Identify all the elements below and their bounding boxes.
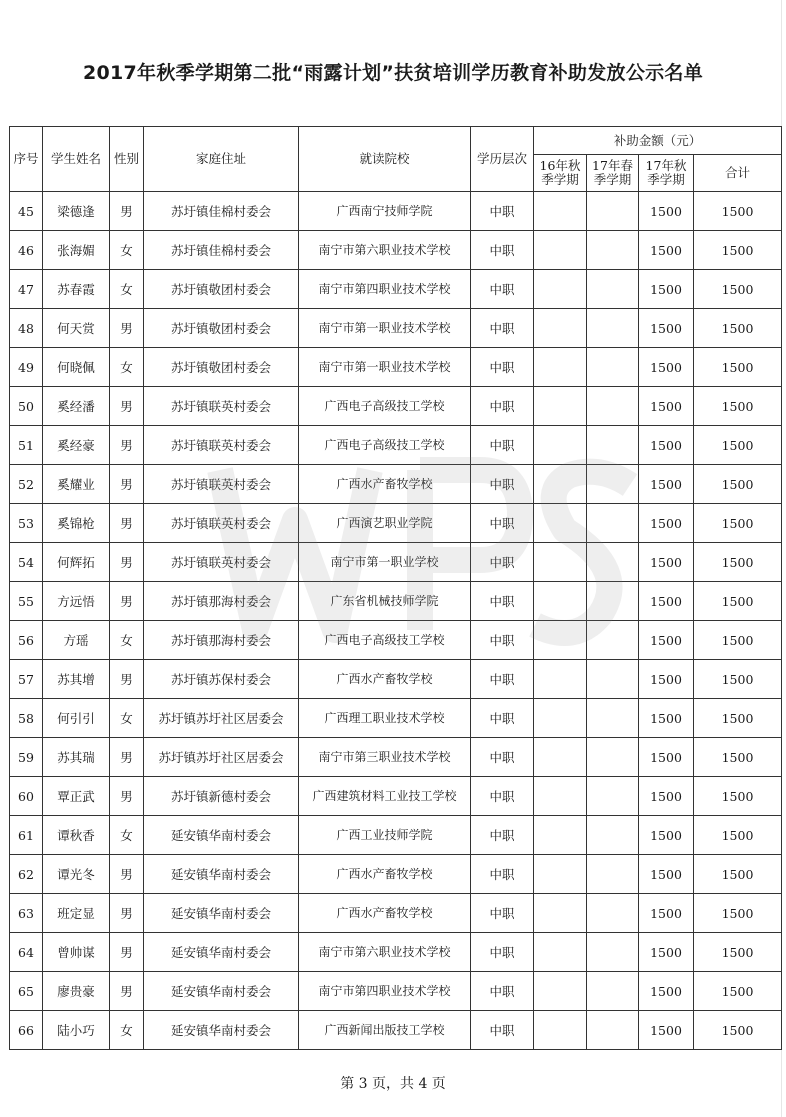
cell-term-2017-spring	[587, 582, 639, 621]
cell-seq: 49	[10, 348, 43, 387]
cell-total: 1500	[694, 504, 782, 543]
cell-gender: 女	[110, 816, 144, 855]
cell-total: 1500	[694, 972, 782, 1011]
cell-term-2017-spring	[587, 270, 639, 309]
cell-term-2017-autumn: 1500	[639, 309, 694, 348]
cell-term-2016-autumn	[534, 192, 587, 231]
cell-school: 广西水产畜牧学校	[299, 855, 471, 894]
cell-address: 延安镇华南村委会	[144, 1011, 299, 1050]
cell-total: 1500	[694, 543, 782, 582]
cell-seq: 63	[10, 894, 43, 933]
table-row	[10, 699, 782, 738]
cell-term-2017-spring	[587, 933, 639, 972]
cell-term-2016-autumn	[534, 387, 587, 426]
cell-term-2017-spring	[587, 192, 639, 231]
cell-school: 广西新闻出版技工学校	[299, 1011, 471, 1050]
cell-seq: 45	[10, 192, 43, 231]
cell-seq: 48	[10, 309, 43, 348]
cell-term-2016-autumn	[534, 699, 587, 738]
cell-term-2017-autumn: 1500	[639, 270, 694, 309]
cell-term-2016-autumn	[534, 270, 587, 309]
cell-term-2017-spring	[587, 426, 639, 465]
table-row	[10, 348, 782, 387]
table-body	[10, 192, 782, 1050]
cell-gender: 男	[110, 894, 144, 933]
cell-school: 南宁市第四职业技术学校	[299, 972, 471, 1011]
cell-term-2017-autumn: 1500	[639, 1011, 694, 1050]
cell-term-2017-autumn: 1500	[639, 504, 694, 543]
cell-seq: 56	[10, 621, 43, 660]
cell-address: 延安镇华南村委会	[144, 933, 299, 972]
cell-term-2016-autumn	[534, 660, 587, 699]
cell-gender: 女	[110, 621, 144, 660]
cell-level: 中职	[471, 660, 534, 699]
cell-name: 苏其增	[43, 660, 110, 699]
cell-gender: 女	[110, 270, 144, 309]
cell-name: 何引引	[43, 699, 110, 738]
cell-name: 奚经豪	[43, 426, 110, 465]
header-term-2017-autumn: 17年秋季学期	[639, 155, 694, 192]
cell-gender: 男	[110, 504, 144, 543]
cell-gender: 女	[110, 699, 144, 738]
cell-school: 南宁市第一职业技术学校	[299, 348, 471, 387]
cell-term-2016-autumn	[534, 777, 587, 816]
table-row	[10, 1011, 782, 1050]
cell-term-2016-autumn	[534, 582, 587, 621]
cell-name: 梁德逢	[43, 192, 110, 231]
cell-name: 谭秋香	[43, 816, 110, 855]
table-header	[10, 127, 782, 192]
cell-term-2017-autumn: 1500	[639, 621, 694, 660]
cell-seq: 64	[10, 933, 43, 972]
header-gender: 性别	[110, 127, 144, 192]
cell-school: 广西演艺职业学院	[299, 504, 471, 543]
cell-gender: 男	[110, 777, 144, 816]
cell-seq: 51	[10, 426, 43, 465]
cell-term-2017-autumn: 1500	[639, 972, 694, 1011]
cell-address: 延安镇华南村委会	[144, 894, 299, 933]
cell-gender: 女	[110, 231, 144, 270]
cell-total: 1500	[694, 309, 782, 348]
cell-total: 1500	[694, 426, 782, 465]
header-name: 学生姓名	[43, 127, 110, 192]
cell-seq: 61	[10, 816, 43, 855]
cell-term-2016-autumn	[534, 348, 587, 387]
cell-gender: 女	[110, 348, 144, 387]
cell-seq: 57	[10, 660, 43, 699]
table-row	[10, 738, 782, 777]
cell-term-2017-spring	[587, 1011, 639, 1050]
cell-total: 1500	[694, 855, 782, 894]
table-row	[10, 309, 782, 348]
header-term-2017-spring: 17年春季学期	[587, 155, 639, 192]
header-level: 学历层次	[471, 127, 534, 192]
cell-term-2017-autumn: 1500	[639, 855, 694, 894]
table-row	[10, 816, 782, 855]
cell-school: 南宁市第六职业技术学校	[299, 231, 471, 270]
cell-total: 1500	[694, 582, 782, 621]
table-row	[10, 231, 782, 270]
cell-name: 何晓佩	[43, 348, 110, 387]
cell-term-2016-autumn	[534, 309, 587, 348]
cell-seq: 55	[10, 582, 43, 621]
cell-level: 中职	[471, 192, 534, 231]
cell-term-2017-autumn: 1500	[639, 543, 694, 582]
cell-address: 苏圩镇佳棉村委会	[144, 192, 299, 231]
cell-term-2016-autumn	[534, 738, 587, 777]
cell-school: 南宁市第一职业技术学校	[299, 309, 471, 348]
header-subsidy-group: 补助金额（元）	[534, 127, 782, 155]
cell-level: 中职	[471, 777, 534, 816]
cell-seq: 53	[10, 504, 43, 543]
cell-school: 南宁市第四职业技术学校	[299, 270, 471, 309]
cell-term-2017-autumn: 1500	[639, 777, 694, 816]
cell-term-2017-spring	[587, 465, 639, 504]
cell-school: 南宁市第三职业技术学校	[299, 738, 471, 777]
table-row	[10, 582, 782, 621]
page-footer: 第 3 页，共 4 页	[340, 1076, 446, 1092]
header-address: 家庭住址	[144, 127, 299, 192]
cell-address: 苏圩镇联英村委会	[144, 426, 299, 465]
cell-school: 广西水产畜牧学校	[299, 465, 471, 504]
cell-term-2017-autumn: 1500	[639, 348, 694, 387]
cell-address: 苏圩镇联英村委会	[144, 504, 299, 543]
cell-address: 延安镇华南村委会	[144, 816, 299, 855]
cell-term-2016-autumn	[534, 426, 587, 465]
cell-level: 中职	[471, 582, 534, 621]
cell-address: 苏圩镇联英村委会	[144, 465, 299, 504]
cell-total: 1500	[694, 387, 782, 426]
header-term-2016-autumn: 16年秋季学期	[534, 155, 587, 192]
cell-address: 苏圩镇苏保村委会	[144, 660, 299, 699]
cell-address: 苏圩镇联英村委会	[144, 387, 299, 426]
header-total: 合计	[694, 155, 782, 192]
cell-name: 苏其瑞	[43, 738, 110, 777]
cell-gender: 男	[110, 426, 144, 465]
cell-term-2016-autumn	[534, 855, 587, 894]
header-seq: 序号	[10, 127, 43, 192]
cell-term-2017-spring	[587, 894, 639, 933]
table-row	[10, 426, 782, 465]
cell-name: 何天赏	[43, 309, 110, 348]
cell-term-2016-autumn	[534, 972, 587, 1011]
cell-level: 中职	[471, 543, 534, 582]
cell-address: 延安镇华南村委会	[144, 855, 299, 894]
cell-term-2017-autumn: 1500	[639, 582, 694, 621]
cell-name: 曾帅谋	[43, 933, 110, 972]
cell-total: 1500	[694, 933, 782, 972]
cell-school: 广西电子高级技工学校	[299, 387, 471, 426]
cell-term-2016-autumn	[534, 1011, 587, 1050]
cell-seq: 50	[10, 387, 43, 426]
cell-term-2017-autumn: 1500	[639, 426, 694, 465]
cell-gender: 男	[110, 855, 144, 894]
cell-name: 奚经潘	[43, 387, 110, 426]
table-row	[10, 933, 782, 972]
cell-level: 中职	[471, 621, 534, 660]
cell-total: 1500	[694, 699, 782, 738]
cell-term-2017-spring	[587, 348, 639, 387]
cell-address: 苏圩镇苏圩社区居委会	[144, 738, 299, 777]
cell-address: 苏圩镇佳棉村委会	[144, 231, 299, 270]
table-row	[10, 465, 782, 504]
cell-term-2016-autumn	[534, 894, 587, 933]
cell-seq: 58	[10, 699, 43, 738]
cell-total: 1500	[694, 270, 782, 309]
cell-name: 陆小巧	[43, 1011, 110, 1050]
cell-seq: 66	[10, 1011, 43, 1050]
table-row	[10, 660, 782, 699]
cell-seq: 59	[10, 738, 43, 777]
cell-address: 苏圩镇联英村委会	[144, 543, 299, 582]
cell-address: 苏圩镇新德村委会	[144, 777, 299, 816]
cell-term-2017-spring	[587, 621, 639, 660]
table-row	[10, 894, 782, 933]
cell-term-2017-spring	[587, 816, 639, 855]
cell-school: 广西建筑材料工业技工学校	[299, 777, 471, 816]
cell-level: 中职	[471, 855, 534, 894]
cell-term-2017-autumn: 1500	[639, 465, 694, 504]
cell-address: 苏圩镇苏圩社区居委会	[144, 699, 299, 738]
cell-level: 中职	[471, 270, 534, 309]
cell-name: 张海媚	[43, 231, 110, 270]
cell-gender: 男	[110, 582, 144, 621]
cell-name: 班定显	[43, 894, 110, 933]
cell-address: 苏圩镇那海村委会	[144, 582, 299, 621]
cell-term-2017-spring	[587, 699, 639, 738]
cell-total: 1500	[694, 192, 782, 231]
cell-term-2017-autumn: 1500	[639, 699, 694, 738]
cell-level: 中职	[471, 387, 534, 426]
cell-gender: 男	[110, 543, 144, 582]
table-row	[10, 387, 782, 426]
cell-gender: 男	[110, 465, 144, 504]
cell-term-2017-autumn: 1500	[639, 192, 694, 231]
cell-seq: 62	[10, 855, 43, 894]
cell-seq: 54	[10, 543, 43, 582]
cell-address: 苏圩镇敬团村委会	[144, 309, 299, 348]
cell-school: 广西南宁技师学院	[299, 192, 471, 231]
cell-school: 广东省机械技师学院	[299, 582, 471, 621]
cell-seq: 65	[10, 972, 43, 1011]
cell-gender: 女	[110, 1011, 144, 1050]
roster-table	[9, 126, 782, 1050]
cell-name: 苏春霞	[43, 270, 110, 309]
cell-level: 中职	[471, 699, 534, 738]
cell-term-2017-spring	[587, 738, 639, 777]
cell-term-2017-autumn: 1500	[639, 387, 694, 426]
table-row	[10, 192, 782, 231]
cell-total: 1500	[694, 660, 782, 699]
cell-term-2017-spring	[587, 660, 639, 699]
cell-term-2016-autumn	[534, 816, 587, 855]
cell-total: 1500	[694, 816, 782, 855]
cell-level: 中职	[471, 894, 534, 933]
cell-address: 苏圩镇敬团村委会	[144, 270, 299, 309]
cell-gender: 男	[110, 738, 144, 777]
cell-name: 方远悟	[43, 582, 110, 621]
cell-gender: 男	[110, 972, 144, 1011]
cell-term-2016-autumn	[534, 933, 587, 972]
cell-name: 廖贵豪	[43, 972, 110, 1011]
cell-total: 1500	[694, 738, 782, 777]
cell-total: 1500	[694, 1011, 782, 1050]
cell-term-2017-spring	[587, 504, 639, 543]
cell-school: 广西电子高级技工学校	[299, 426, 471, 465]
cell-name: 奚耀业	[43, 465, 110, 504]
cell-seq: 60	[10, 777, 43, 816]
cell-term-2017-autumn: 1500	[639, 738, 694, 777]
cell-level: 中职	[471, 738, 534, 777]
cell-gender: 男	[110, 192, 144, 231]
table-row	[10, 972, 782, 1011]
cell-address: 苏圩镇敬团村委会	[144, 348, 299, 387]
cell-address: 延安镇华南村委会	[144, 972, 299, 1011]
cell-seq: 46	[10, 231, 43, 270]
cell-level: 中职	[471, 465, 534, 504]
table-row	[10, 777, 782, 816]
cell-term-2017-spring	[587, 309, 639, 348]
cell-name: 何辉拓	[43, 543, 110, 582]
cell-address: 苏圩镇那海村委会	[144, 621, 299, 660]
cell-gender: 男	[110, 387, 144, 426]
cell-school: 广西水产畜牧学校	[299, 894, 471, 933]
cell-school: 南宁市第六职业技术学校	[299, 933, 471, 972]
cell-term-2017-spring	[587, 777, 639, 816]
cell-level: 中职	[471, 816, 534, 855]
cell-term-2017-spring	[587, 855, 639, 894]
cell-total: 1500	[694, 348, 782, 387]
cell-term-2016-autumn	[534, 621, 587, 660]
cell-term-2017-spring	[587, 543, 639, 582]
cell-school: 广西电子高级技工学校	[299, 621, 471, 660]
cell-term-2017-spring	[587, 972, 639, 1011]
cell-gender: 男	[110, 309, 144, 348]
cell-seq: 52	[10, 465, 43, 504]
cell-name: 奚锦枪	[43, 504, 110, 543]
cell-level: 中职	[471, 426, 534, 465]
cell-total: 1500	[694, 777, 782, 816]
cell-term-2016-autumn	[534, 231, 587, 270]
cell-level: 中职	[471, 933, 534, 972]
cell-total: 1500	[694, 231, 782, 270]
table-row	[10, 543, 782, 582]
page-title: 2017年秋季学期第二批“雨露计划”扶贫培训学历教育补助发放公示名单	[82, 62, 704, 84]
cell-level: 中职	[471, 1011, 534, 1050]
cell-total: 1500	[694, 621, 782, 660]
cell-school: 广西工业技师学院	[299, 816, 471, 855]
table-row	[10, 270, 782, 309]
cell-gender: 男	[110, 933, 144, 972]
cell-term-2017-spring	[587, 387, 639, 426]
cell-total: 1500	[694, 894, 782, 933]
cell-term-2017-autumn: 1500	[639, 231, 694, 270]
cell-term-2017-autumn: 1500	[639, 660, 694, 699]
cell-level: 中职	[471, 972, 534, 1011]
cell-level: 中职	[471, 309, 534, 348]
cell-seq: 47	[10, 270, 43, 309]
cell-term-2016-autumn	[534, 465, 587, 504]
cell-term-2017-autumn: 1500	[639, 894, 694, 933]
table-row	[10, 504, 782, 543]
cell-level: 中职	[471, 504, 534, 543]
cell-term-2017-autumn: 1500	[639, 933, 694, 972]
cell-term-2017-autumn: 1500	[639, 816, 694, 855]
header-school: 就读院校	[299, 127, 471, 192]
cell-term-2017-spring	[587, 231, 639, 270]
cell-level: 中职	[471, 231, 534, 270]
cell-name: 覃正武	[43, 777, 110, 816]
table-row	[10, 621, 782, 660]
cell-gender: 男	[110, 660, 144, 699]
cell-school: 南宁市第一职业学校	[299, 543, 471, 582]
cell-name: 谭光冬	[43, 855, 110, 894]
cell-total: 1500	[694, 465, 782, 504]
cell-school: 广西水产畜牧学校	[299, 660, 471, 699]
cell-term-2016-autumn	[534, 543, 587, 582]
cell-school: 广西理工职业技术学校	[299, 699, 471, 738]
table-row	[10, 855, 782, 894]
cell-term-2016-autumn	[534, 504, 587, 543]
cell-level: 中职	[471, 348, 534, 387]
cell-name: 方瑶	[43, 621, 110, 660]
